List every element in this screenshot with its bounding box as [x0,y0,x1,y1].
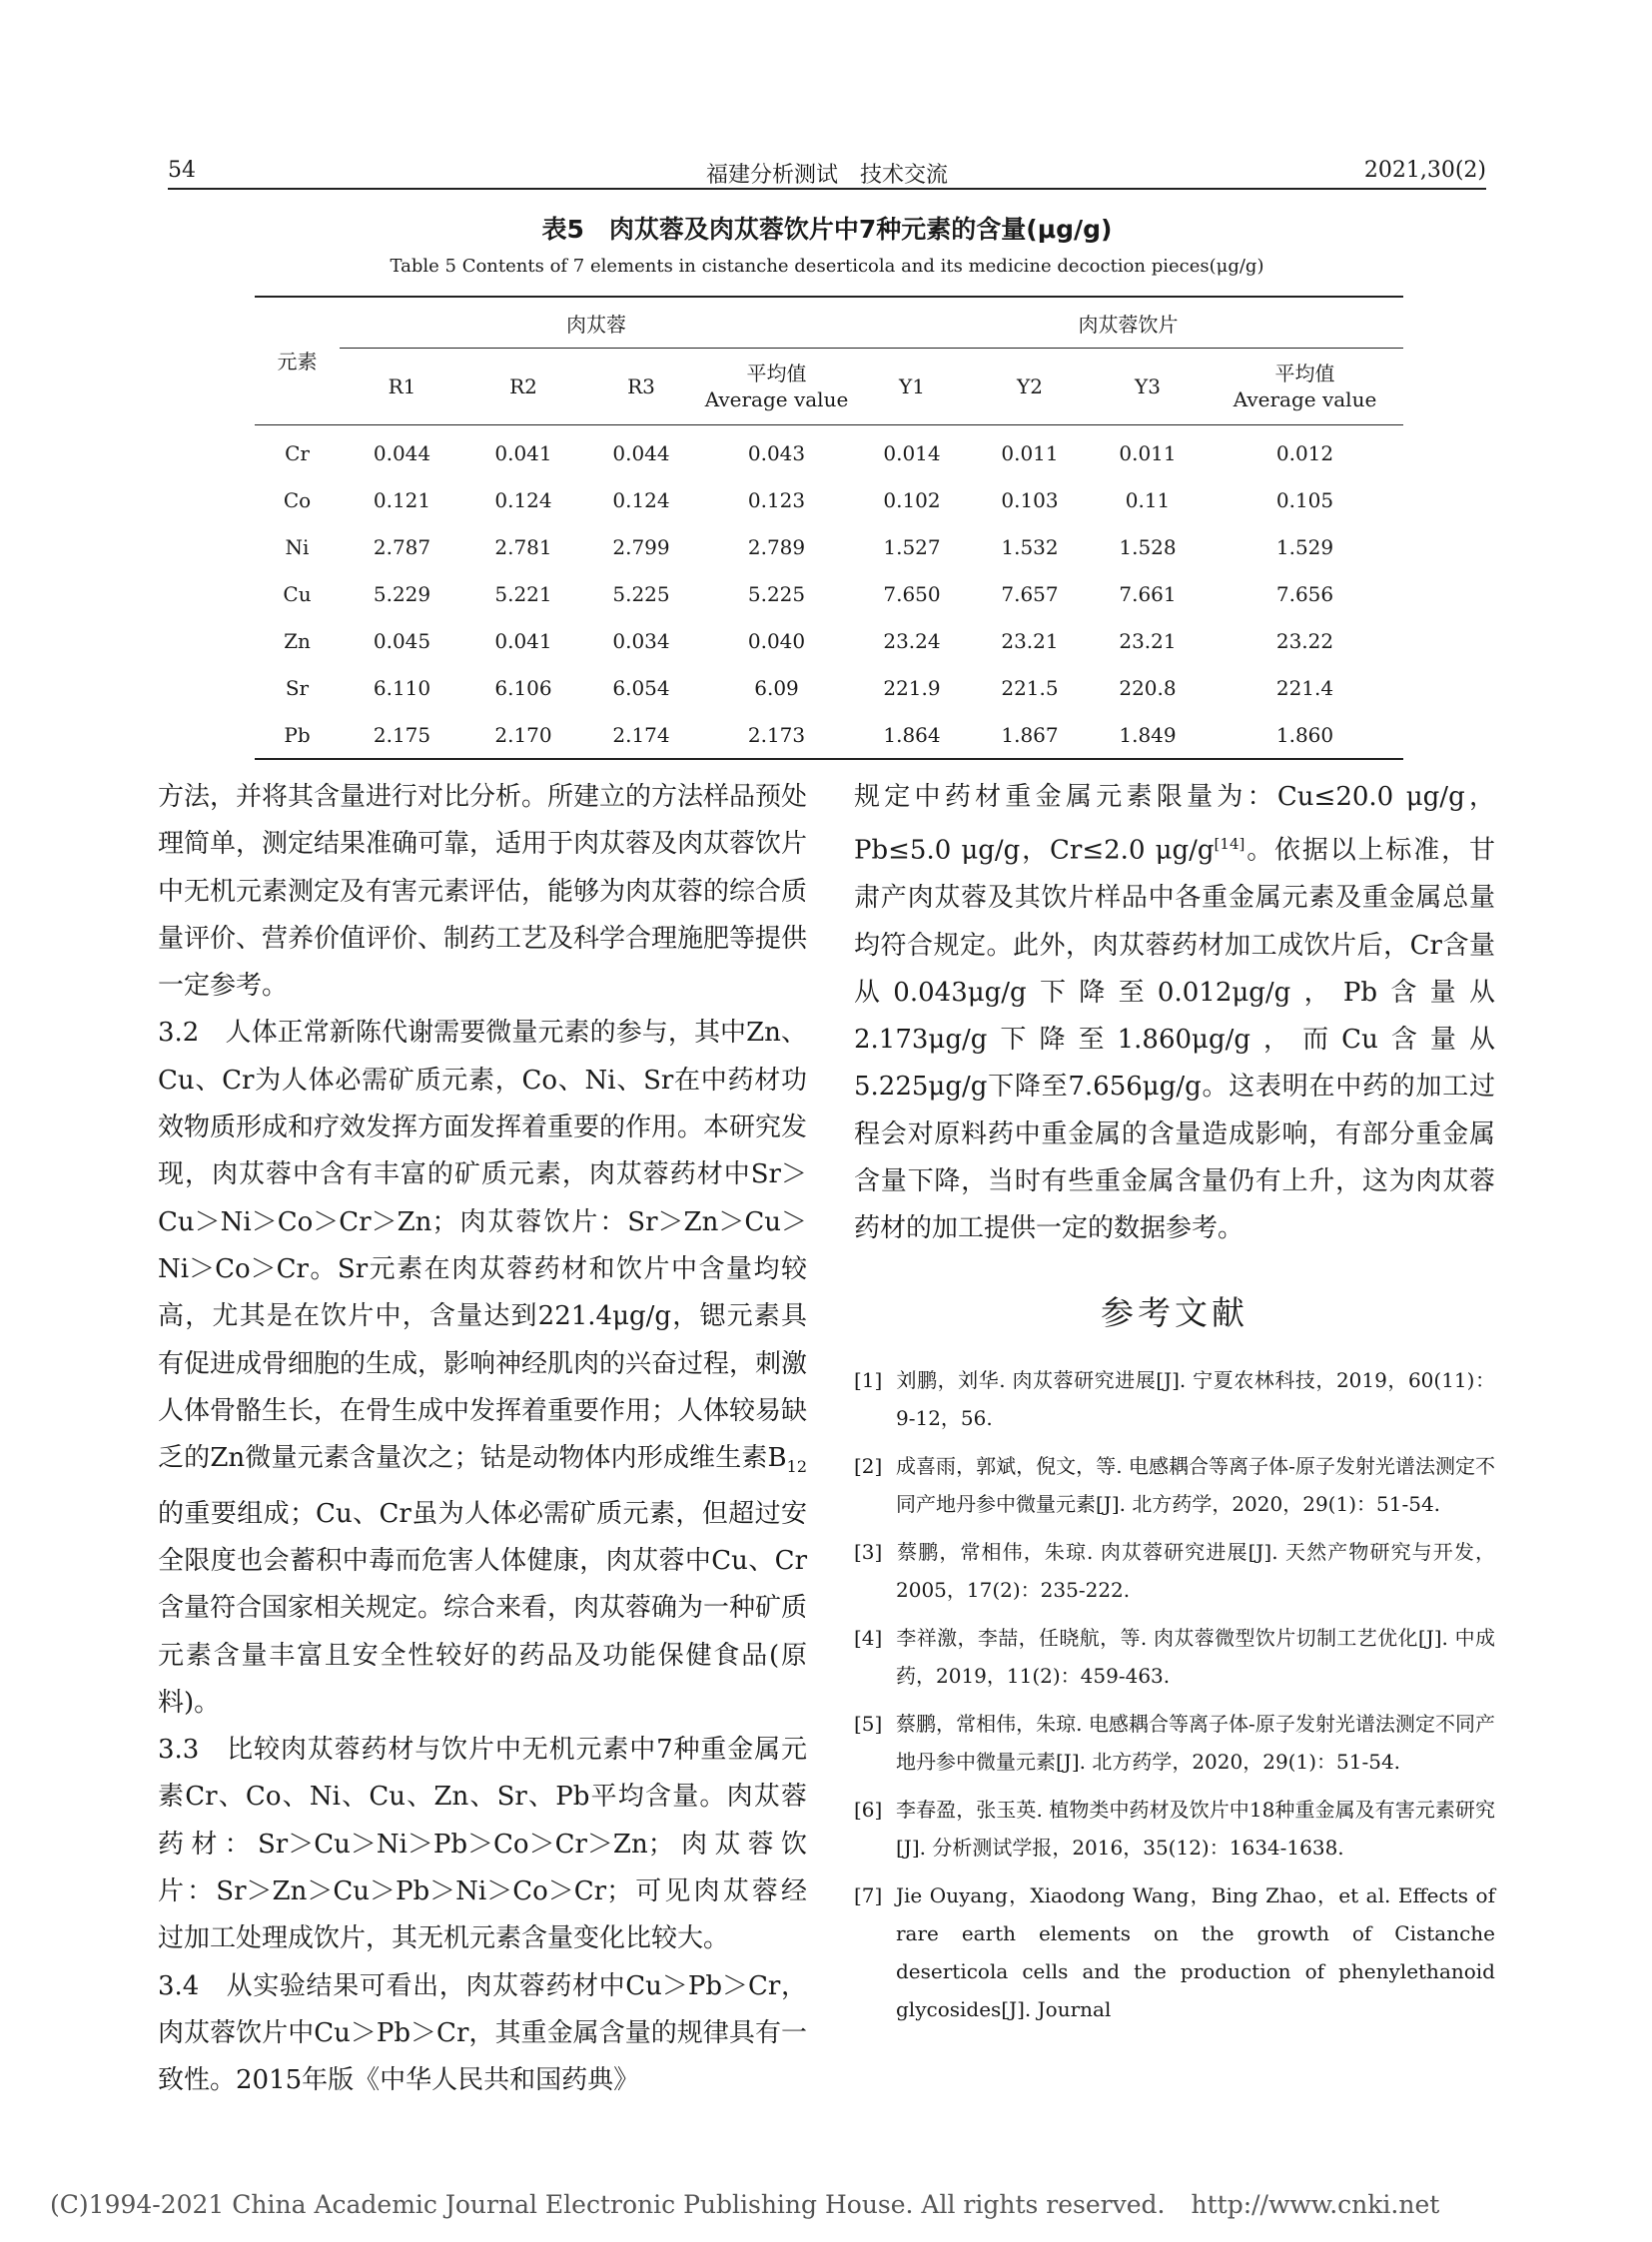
value-cell: 2.174 [582,711,700,759]
value-cell: 7.657 [1001,581,1059,606]
value-cell: 1.528 [1119,534,1177,559]
col-header: R1 [340,349,464,425]
value-cell: 1.527 [883,534,941,559]
value-cell: 5.229 [373,581,431,606]
value-cell: 0.040 [747,628,806,653]
paragraph: 方法，并将其含量进行对比分析。所建立的方法样品预处理简单，测定结果准确可靠，适用于肉苁蓉及肉苁蓉饮片中无机元素测定及有害元素评估，能够为肉苁蓉的综合质量评价、营养价值评价、制药工艺及科学合理施肥等提供一定参考。 [158,782,808,1002]
left-column [158,774,807,2105]
copyright-footer [50,2190,1439,2219]
element-cell: Ni [285,534,310,559]
value-cell: 1.864 [853,711,971,759]
value-cell: 0.045 [373,628,431,653]
table-caption-en: Table 5 Contents of 7 elements in cistanche deserticola and its medicine decoction pieces(μg/g) [390,256,1264,277]
element-cell: Co [283,487,312,512]
value-cell: 2.787 [373,534,431,559]
table-row [255,570,1403,617]
reference-item [854,1619,1495,1695]
value-cell: 0.014 [883,440,941,465]
col-header: Y2 [971,349,1089,425]
element-header: 元素 [255,297,340,425]
value-cell: 6.09 [754,675,799,700]
value-cell: 2.789 [747,534,806,559]
reference-text: 李祥激，李喆，任晓航，等. 肉苁蓉微型饮片切制工艺优化[J]. 中成药，2019，11(2)：459-463. [896,1625,1495,1688]
value-cell: 0.012 [1275,440,1334,465]
value-cell: 0.034 [612,628,670,653]
value-cell: 23.22 [1275,628,1334,653]
table-row [255,425,1403,477]
header-rule [168,188,1486,190]
reference-text: 蔡鹏，常相伟，朱琼. 电感耦合等离子体-原子发射光谱法测定不同产地丹参中微量元素[J]. 北方药学，2020，29(1)：51-54. [896,1711,1495,1774]
value-cell: 2.781 [494,534,552,559]
element-cell: Pb [255,711,340,759]
col-header: R2 [464,349,582,425]
value-cell: 23.21 [1001,628,1059,653]
reference-number: [1] [854,1367,883,1392]
reference-list [854,1361,1495,2028]
table-row [255,523,1403,570]
table-row [255,711,1403,759]
element-content-table [255,296,1403,760]
reference-text: 蔡鹏，常相伟，朱琼. 肉苁蓉研究进展[J]. 天然产物研究与开发，2005，17(2)：235-222. [896,1539,1495,1602]
reference-number: [4] [854,1625,883,1650]
value-cell: 1.849 [1089,711,1207,759]
value-cell: 221.9 [883,675,941,700]
references-heading: 参考文献 [1101,1292,1248,1332]
value-cell: 0.103 [1001,487,1059,512]
value-cell: 0.11 [1125,487,1171,512]
reference-number: [5] [854,1711,883,1736]
paragraph: 规定中药材重金属元素限量为：Cu≤20.0 μg/g，Pb≤5.0 μg/g，Cr≤2.0 μg/g[14]。依据以上标准，甘肃产肉苁蓉及其饮片样品中各重金属元素及重金属总量均符合规定。此外，肉苁蓉药材加工成饮片后，Cr含量从0.043μg/g下降至0.012μg/g，Pb含量从2.173μg/g下降至1.860μg/g，而Cu含量从5.225μg/g下降至7.656μg/g。这表明在中药的加工过程会对原料药中重金属的含量造成影响，有部分重金属含量下降，当时有些重金属含量仍有上升，这为肉苁蓉药材的加工提供一定的数据参考。 [854,782,1495,1244]
reference-number: [6] [854,1797,883,1822]
value-cell: 7.661 [1119,581,1177,606]
value-cell: 1.529 [1275,534,1334,559]
element-cell: Cu [283,581,312,606]
reference-number: [3] [854,1539,883,1564]
col-header-average: 平均值 Average value [1207,349,1403,425]
reference-item [854,1361,1495,1437]
value-cell: 0.044 [612,440,670,465]
value-cell: 1.532 [1001,534,1059,559]
value-cell: 7.656 [1275,581,1334,606]
col-header-average: 平均值 Average value [700,349,853,425]
volume-issue: 2021,30(2) [1363,158,1486,183]
reference-number: [7] [854,1882,883,1907]
table-row [255,617,1403,664]
value-cell: 23.21 [1119,628,1177,653]
right-column [854,774,1495,2038]
value-cell: 0.043 [747,440,806,465]
paragraph-3-3: 3.3 比较肉苁蓉药材与饮片中无机元素中7种重金属元素Cr、Co、Ni、Cu、Zn、Sr、Pb平均含量。肉苁蓉药材：Sr＞Cu＞Ni＞Pb＞Co＞Cr＞Zn；肉苁蓉饮片：Sr＞Zn＞Cu＞Pb＞Ni＞Co＞Cr；可见肉苁蓉经过加工处理成饮片，其无机元素含量变化比较大。 [158,1735,807,1954]
reference-text: Jie Ouyang，Xiaodong Wang，Bing Zhao，et al. Effects of rare earth elements on the growth of Cistanche deserticola cells and the production of phenylethanoid glycosides[J]. Journal [896,1882,1495,2021]
value-cell: 221.4 [1275,675,1334,700]
col-header: Y1 [853,349,971,425]
col-header: Y3 [1089,349,1207,425]
value-cell: 220.8 [1119,675,1177,700]
reference-item [854,1705,1495,1781]
cnki-link[interactable]: http://www.cnki.net [1191,2190,1440,2219]
paragraph-3-4: 3.4 从实验结果可看出，肉苁蓉药材中Cu＞Pb＞Cr，肉苁蓉饮片中Cu＞Pb＞Cr，其重金属含量的规律具有一致性。2015年版《中华人民共和国药典》 [158,1970,807,2096]
value-cell: 0.011 [1119,440,1177,465]
reference-text: 刘鹏，刘华. 肉苁蓉研究进展[J]. 宁夏农林科技，2019，60(11)：9-12，56. [896,1367,1495,1430]
reference-item [854,1876,1495,2028]
value-cell: 0.044 [373,440,431,465]
reference-item [854,1447,1495,1523]
value-cell: 221.5 [1001,675,1059,700]
reference-number: [2] [854,1453,883,1478]
value-cell: 2.799 [612,534,670,559]
value-cell: 1.860 [1207,711,1403,759]
table-caption-cn: 表5 肉苁蓉及肉苁蓉饮片中7种元素的含量(μg/g) [541,215,1113,244]
running-header [168,150,1486,190]
copyright-text: (C)1994-2021 China Academic Journal Electronic Publishing House. All rights reserved. [50,2190,1166,2219]
journal-name: 福建分析测试 技术交流 [705,163,948,188]
value-cell: 0.121 [373,487,431,512]
element-cell: Zn [284,628,311,653]
value-cell: 5.225 [747,581,806,606]
element-cell: Cr [285,440,310,465]
value-cell: 0.102 [883,487,941,512]
reference-item [854,1791,1495,1867]
value-cell: 6.110 [373,675,431,700]
group-header-pieces: 肉苁蓉饮片 [853,297,1403,349]
value-cell: 7.650 [883,581,941,606]
value-cell: 5.225 [612,581,670,606]
page-number: 54 [168,158,196,183]
value-cell: 0.041 [494,440,552,465]
value-cell: 0.123 [747,487,806,512]
reference-text: 李春盈，张玉英. 植物类中药材及饮片中18种重金属及有害元素研究[J]. 分析测试学报，2016，35(12)：1634-1638. [896,1797,1495,1860]
value-cell: 2.175 [340,711,464,759]
value-cell: 6.106 [494,675,552,700]
value-cell: 5.221 [494,581,552,606]
value-cell: 1.867 [971,711,1089,759]
paragraph-3-2: 3.2 人体正常新陈代谢需要微量元素的参与，其中Zn、Cu、Cr为人体必需矿质元素，Co、Ni、Sr在中药材功效物质形成和疗效发挥方面发挥着重要的作用。本研究发现，肉苁蓉中含有丰富的矿质元素，肉苁蓉药材中Sr＞Cu＞Ni＞Co＞Cr＞Zn；肉苁蓉饮片：Sr＞Zn＞Cu＞Ni＞Co＞Cr。Sr元素在肉苁蓉药材和饮片中含量均较高，尤其是在饮片中，含量达到221.4μg/g，锶元素具有促进成骨细胞的生成，影响神经肌肉的兴奋过程，刺激人体骨骼生长，在骨生成中发挥着重要作用；人体较易缺乏的Zn微量元素含量次之；钴是动物体内形成维生素$B_{12}$的重要组成；Cu、Cr虽为人体必需矿质元素，但超过安全限度也会蓄积中毒而危害人体健康，肉苁蓉中Cu、Cr含量符合国家相关规定。综合来看，肉苁蓉确为一种矿质元素含量丰富且安全性较好的药品及功能保健食品(原料)。 [158,1018,808,1718]
value-cell: 2.173 [700,711,853,759]
reference-item [854,1533,1495,1609]
table-row [255,664,1403,711]
table-row [255,476,1403,523]
element-cell: Sr [285,675,310,700]
value-cell: 6.054 [612,675,670,700]
value-cell: 0.124 [494,487,552,512]
group-header-raw: 肉苁蓉 [340,297,853,349]
value-cell: 0.124 [612,487,670,512]
reference-text: 成喜雨，郭斌，倪文，等. 电感耦合等离子体-原子发射光谱法测定不同产地丹参中微量元素[J]. 北方药学，2020，29(1)：51-54. [896,1453,1495,1516]
value-cell: 0.041 [494,628,552,653]
value-cell: 23.24 [883,628,941,653]
col-header: R3 [582,349,700,425]
value-cell: 2.170 [464,711,582,759]
value-cell: 0.105 [1275,487,1334,512]
value-cell: 0.011 [1001,440,1059,465]
